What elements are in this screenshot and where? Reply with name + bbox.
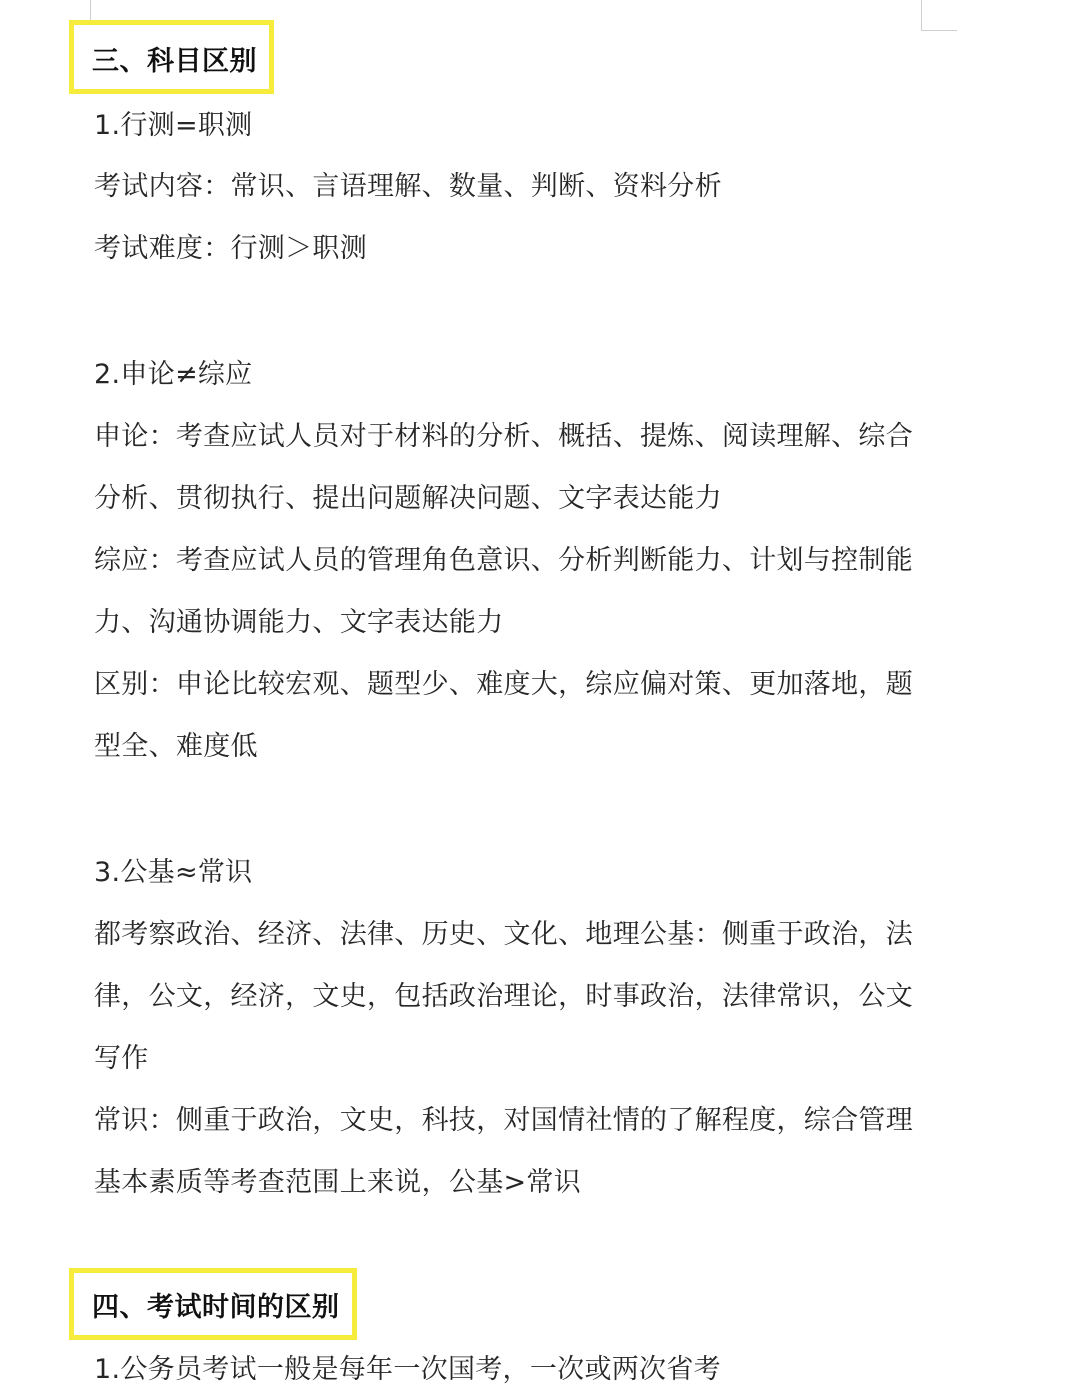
paragraph-line: 考试难度：行测＞职测 (94, 233, 367, 264)
paragraph-line: 分析、贯彻执行、提出问题解决问题、文字表达能力 (94, 483, 722, 514)
section-heading: 三、科目区别 (92, 46, 257, 77)
paragraph-line: 都考察政治、经济、法律、历史、文化、地理公基：侧重于政治，法 (94, 919, 913, 950)
subsection-title: 1.行测=职测 (94, 110, 253, 141)
paragraph-line: 区别：申论比较宏观、题型少、难度大，综应偏对策、更加落地，题 (94, 669, 913, 700)
paragraph-line: 写作 (94, 1043, 149, 1074)
page-corner-mark-right-horizontal (921, 30, 957, 31)
paragraph-line: 常识：侧重于政治，文史，科技，对国情社情的了解程度，综合管理 (94, 1105, 913, 1136)
paragraph-line: 申论：考查应试人员对于材料的分析、概括、提炼、阅读理解、综合 (94, 421, 913, 452)
subsection-title: 2.申论≠综应 (94, 359, 253, 390)
paragraph-line: 型全、难度低 (94, 731, 258, 762)
paragraph-line: 基本素质等考查范围上来说，公基>常识 (94, 1167, 582, 1198)
paragraph-line: 1.公务员考试一般是每年一次国考，一次或两次省考 (94, 1354, 721, 1385)
paragraph-line: 综应：考查应试人员的管理角色意识、分析判断能力、计划与控制能 (94, 545, 913, 576)
paragraph-line: 考试内容：常识、言语理解、数量、判断、资料分析 (94, 171, 722, 202)
subsection-title: 3.公基≈常识 (94, 857, 253, 888)
paragraph-line: 律，公文，经济，文史，包括政治理论，时事政治，法律常识，公文 (94, 981, 913, 1012)
page-corner-mark-right (921, 0, 922, 30)
section-heading: 四、考试时间的区别 (92, 1292, 340, 1323)
paragraph-line: 力、沟通协调能力、文字表达能力 (94, 607, 504, 638)
